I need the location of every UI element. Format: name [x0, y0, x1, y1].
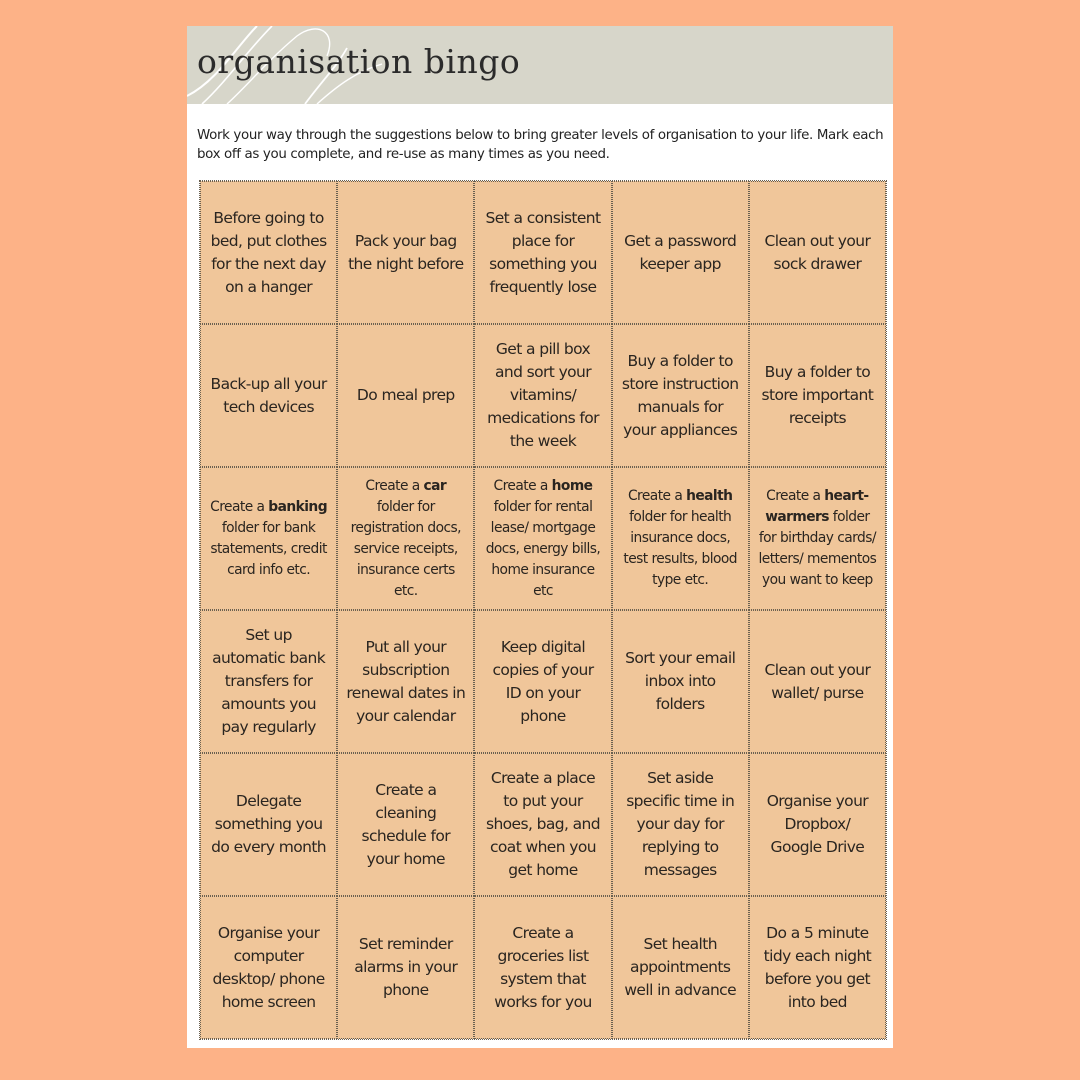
- bingo-cell-text: [209, 790, 328, 859]
- bingo-cell-text: [483, 636, 602, 728]
- bingo-cell[interactable]: [612, 467, 749, 610]
- bingo-cell[interactable]: [749, 467, 886, 610]
- cell-text-pre: Before going to bed, put clothes for the next day on a hanger: [210, 208, 327, 296]
- title-banner: [187, 26, 893, 104]
- cell-text-pre: Keep digital copies of your ID on your phone: [492, 637, 594, 725]
- bingo-cell[interactable]: [200, 610, 337, 753]
- intro-text: Work your way through the suggestions below to bring greater levels of organisation to your life. Mark each box off as you complete, and re-use as many times as you need.: [197, 128, 884, 162]
- bingo-cell-text: [621, 486, 740, 591]
- bingo-cell-text: [346, 933, 465, 1002]
- cell-text-pre: Set reminder alarms in your phone: [354, 935, 458, 999]
- cell-text-post: folder for bank statements, credit card info etc.: [210, 519, 327, 578]
- bingo-cell[interactable]: [474, 610, 611, 753]
- cell-text-pre: Clean out your wallet/ purse: [764, 660, 871, 702]
- bingo-cell[interactable]: [200, 324, 337, 467]
- bingo-cell[interactable]: [337, 467, 474, 610]
- cell-text-pre: Get a pill box and sort your vitamins/ medications for the week: [487, 340, 599, 450]
- bingo-cell[interactable]: [337, 324, 474, 467]
- cell-text-pre: Delegate something you do every month: [211, 792, 327, 856]
- cell-text-pre: Back-up all your tech devices: [210, 374, 327, 416]
- bingo-cell-text: [758, 922, 877, 1014]
- bingo-sheet: [187, 26, 893, 1048]
- bingo-cell-text: [621, 350, 740, 442]
- cell-text-post: folder for health insurance docs, test results, blood type etc.: [623, 509, 738, 588]
- bingo-cell[interactable]: [337, 896, 474, 1039]
- cell-text-pre: Do meal prep: [356, 386, 455, 404]
- bingo-cell[interactable]: [337, 181, 474, 324]
- bingo-cell-text: [758, 361, 877, 430]
- bingo-cell-text: [483, 476, 602, 602]
- cell-text-pre: Buy a folder to store instruction manuals for your appliances: [621, 351, 739, 439]
- bingo-cell-text: [483, 338, 602, 453]
- bingo-cell[interactable]: [474, 896, 611, 1039]
- page-title: organisation bingo: [197, 42, 521, 81]
- bingo-cell-text: [621, 933, 740, 1002]
- bingo-cell[interactable]: [749, 181, 886, 324]
- bingo-cell[interactable]: [749, 896, 886, 1039]
- cell-text-pre: Sort your email inbox into folders: [625, 649, 736, 713]
- cell-text-pre: Create a groceries list system that works for you: [494, 923, 592, 1011]
- bingo-cell-text: [346, 636, 465, 728]
- bingo-cell-text: [357, 384, 455, 407]
- cell-text-pre: Organise your computer desktop/ phone home screen: [212, 923, 325, 1011]
- bingo-cell[interactable]: [474, 324, 611, 467]
- cell-text-pre: Buy a folder to store important receipts: [761, 363, 874, 427]
- bingo-cell[interactable]: [612, 324, 749, 467]
- bingo-cell[interactable]: [200, 467, 337, 610]
- bingo-cell-text: [621, 767, 740, 882]
- bingo-cell-text: [346, 476, 465, 602]
- cell-text-pre: Put all your subscription renewal dates in your calendar: [346, 637, 466, 725]
- bingo-cell[interactable]: [337, 753, 474, 896]
- cell-text-pre: Organise your Dropbox/ Google Drive: [766, 792, 869, 856]
- cell-text-pre: Set up automatic bank transfers for amounts you pay regularly: [212, 626, 326, 736]
- cell-text-pre: Create a place to put your shoes, bag, and coat when you get home: [485, 769, 601, 879]
- cell-text-pre: Set aside specific time in your day for replying to messages: [626, 769, 735, 879]
- bingo-cell-text: [758, 790, 877, 859]
- cell-text-pre: Create a: [493, 477, 552, 494]
- cell-text-post: folder for rental lease/ mortgage docs, energy bills, home insurance etc: [485, 498, 601, 599]
- bingo-cell-text: [758, 659, 877, 705]
- bingo-cell[interactable]: [612, 181, 749, 324]
- bingo-cell-text: [758, 230, 877, 276]
- bingo-cell-text: [209, 373, 328, 419]
- bingo-cell-text: [346, 779, 465, 871]
- bingo-cell[interactable]: [749, 753, 886, 896]
- bingo-cell-text: [209, 497, 328, 581]
- cell-text-pre: Get a password keeper app: [624, 231, 737, 273]
- cell-text-bold: banking: [268, 498, 328, 515]
- bingo-cell[interactable]: [749, 324, 886, 467]
- cell-text-pre: Pack your bag the night before: [348, 231, 464, 273]
- bingo-cell-text: [209, 207, 328, 299]
- bingo-cell-text: [483, 207, 602, 299]
- cell-text-pre: Create a: [210, 498, 269, 515]
- bingo-cell[interactable]: [749, 610, 886, 753]
- bingo-cell[interactable]: [612, 896, 749, 1039]
- bingo-cell[interactable]: [200, 753, 337, 896]
- cell-text-pre: Set health appointments well in advance: [624, 935, 737, 999]
- bingo-cell-text: [346, 230, 465, 276]
- cell-text-bold: health: [686, 488, 733, 504]
- cell-text-pre: Create a: [766, 488, 825, 504]
- bingo-cell[interactable]: [474, 753, 611, 896]
- bingo-grid: [199, 180, 887, 1040]
- bingo-cell-text: [621, 230, 740, 276]
- bingo-cell-text: [209, 922, 328, 1014]
- bingo-cell[interactable]: [474, 181, 611, 324]
- bingo-cell-text: [483, 922, 602, 1014]
- cell-text-pre: Do a 5 minute tidy each night before you get into bed: [763, 923, 872, 1011]
- cell-text-bold: car: [423, 477, 447, 494]
- bingo-cell-text: [621, 647, 740, 716]
- cell-text-pre: Create a: [627, 488, 687, 504]
- cell-text-pre: Create a cleaning schedule for your home: [361, 780, 451, 868]
- cell-text-bold: home: [551, 477, 593, 494]
- cell-text-pre: Set a consistent place for something you frequently lose: [485, 208, 601, 296]
- bingo-cell[interactable]: [200, 181, 337, 324]
- bingo-cell[interactable]: [474, 467, 611, 610]
- bingo-cell[interactable]: [612, 753, 749, 896]
- cell-text-post: folder for birthday cards/ letters/ mementos you want to keep: [758, 509, 877, 588]
- bingo-cell[interactable]: [612, 610, 749, 753]
- cell-text-bold: heart-warmers: [765, 488, 869, 525]
- cell-text-pre: Create a: [365, 477, 424, 494]
- cell-text-post: folder for registration docs, service receipts, insurance certs etc.: [350, 498, 462, 599]
- cell-text-pre: Clean out your sock drawer: [764, 231, 871, 273]
- bingo-cell[interactable]: [200, 896, 337, 1039]
- bingo-cell-text: [758, 486, 877, 591]
- bingo-cell[interactable]: [337, 610, 474, 753]
- bingo-cell-text: [483, 767, 602, 882]
- bingo-cell-text: [209, 624, 328, 739]
